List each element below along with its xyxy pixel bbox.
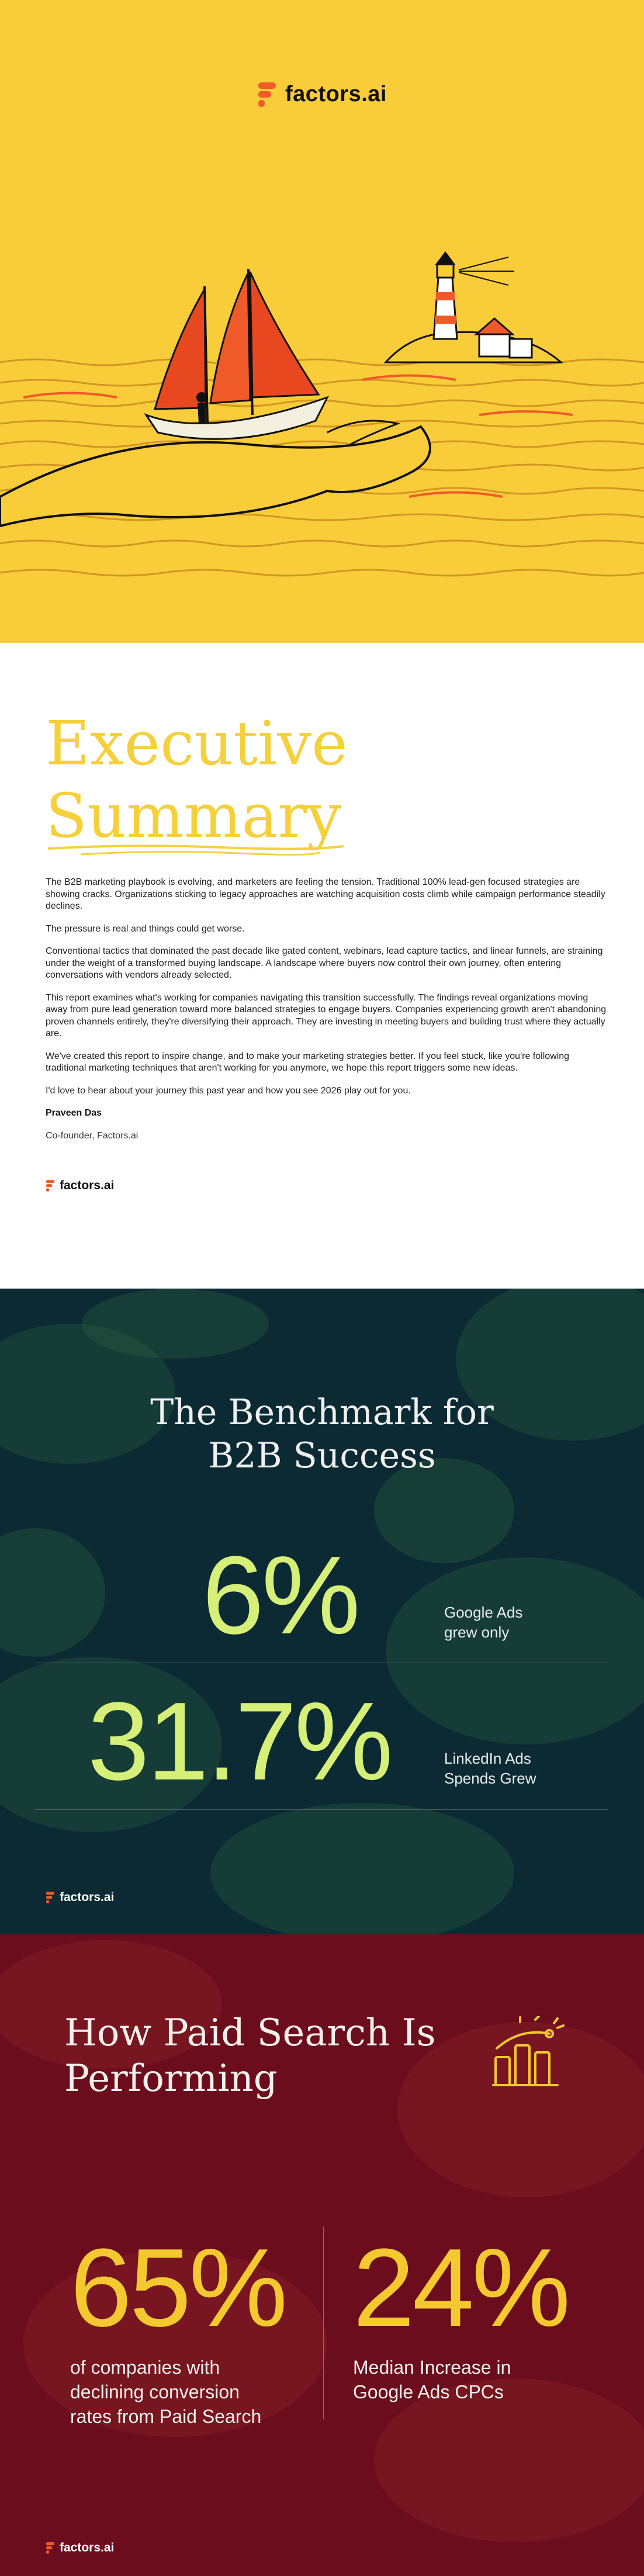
paragraph: I'd love to hear about your journey this past year and how you see 2026 play out for you. xyxy=(46,1085,411,1096)
title-line-2: B2B Success xyxy=(208,1435,436,1476)
title-line-1: Executive xyxy=(46,708,348,779)
brand-name: factors.ai xyxy=(60,1179,115,1192)
footer-logo xyxy=(46,2541,114,2555)
executive-summary-section xyxy=(0,643,644,1289)
title-line-1: The Benchmark for xyxy=(150,1392,494,1433)
paragraph: The B2B marketing playbook is evolving, and marketers are feeling the tension. Traditional 100% lead-gen focused strategies are showing cracks. Organizations sticking to legacy approaches are watching acquisition costs climb while campaign performance steadily declines. xyxy=(46,877,605,911)
brand-name: factors.ai xyxy=(285,82,387,106)
label-line-2: declining conversion xyxy=(70,2381,240,2402)
paragraph: The pressure is real and things could get worse. xyxy=(46,923,245,934)
factors-logo-icon xyxy=(46,2542,55,2554)
hero-section xyxy=(0,0,644,643)
author-name: Praveen Das xyxy=(46,1108,102,1118)
brand-header xyxy=(0,82,644,107)
label-line-2: grew only xyxy=(444,1623,510,1641)
label-line-1: of companies with xyxy=(70,2357,220,2378)
title-underline-decoration xyxy=(46,842,349,859)
cpc-increase-stat-label xyxy=(353,2355,511,2404)
title-line-2: Performing xyxy=(64,2057,278,2100)
title-line-1: How Paid Search Is xyxy=(64,2011,436,2055)
footer-logo xyxy=(46,1891,114,1905)
label-line-1: Google Ads xyxy=(444,1604,523,1621)
label-line-2: Spends Grew xyxy=(444,1770,536,1787)
label-line-2: Google Ads CPCs xyxy=(353,2381,504,2402)
benchmark-section xyxy=(0,1289,644,1934)
paid-search-title xyxy=(64,2010,436,2101)
paragraph: Conventional tactics that dominated the past decade like gated content, webinars, lead capture tactics, and linear funnels, are straining under the weight of a transformed buying landscape. A landscape where buyers now control their own journey, often entering conversations with vendors already selected. xyxy=(46,946,603,980)
paragraph: We've created this report to inspire change, and to make your marketing strategies better. If you feel stuck, like you're following traditional marketing techniques that aren't working for you anymore, we hope this report triggers some new ideas. xyxy=(46,1051,570,1073)
linkedin-ads-stat-value: 31.7% xyxy=(88,1680,391,1803)
google-ads-stat-label xyxy=(444,1602,522,1642)
label-line-1: Median Increase in xyxy=(353,2357,511,2378)
label-line-1: LinkedIn Ads xyxy=(444,1750,531,1767)
author-role: Co-founder, Factors.ai xyxy=(46,1130,139,1141)
analytics-chart-icon xyxy=(485,2016,567,2092)
cpc-increase-stat-value: 24% xyxy=(353,2226,569,2350)
conversion-decline-stat-value: 65% xyxy=(70,2226,286,2350)
executive-summary-body xyxy=(46,877,607,1152)
paragraph: This report examines what's working for companies navigating this transition successfully. The findings reveal organizations moving away from pure lead generation toward more balanced strategies to engage buyers. Companies experiencing growth aren't abandoning proven channels entirely, they're diversifying their approach. They are investing in meeting buyers and building trust where they actually are. xyxy=(46,992,607,1038)
stat-divider xyxy=(323,2227,324,2419)
label-line-3: rates from Paid Search xyxy=(70,2406,262,2427)
benchmark-title xyxy=(0,1391,644,1477)
brand-name: factors.ai xyxy=(60,1891,115,1904)
stat-divider xyxy=(35,1809,608,1810)
sailboat-lighthouse-illustration xyxy=(0,222,644,643)
factors-logo-icon xyxy=(257,82,277,107)
factors-logo-icon xyxy=(46,1179,55,1192)
executive-summary-title xyxy=(46,707,348,852)
google-ads-stat-value: 6% xyxy=(202,1533,358,1657)
linkedin-ads-stat-label xyxy=(444,1749,536,1788)
paid-search-section xyxy=(0,1934,644,2576)
title-line-2: Summary xyxy=(46,780,341,851)
brand-name: factors.ai xyxy=(60,2541,115,2554)
factors-logo-icon xyxy=(46,1891,55,1904)
conversion-decline-stat-label xyxy=(70,2355,261,2429)
footer-logo xyxy=(46,1179,114,1193)
